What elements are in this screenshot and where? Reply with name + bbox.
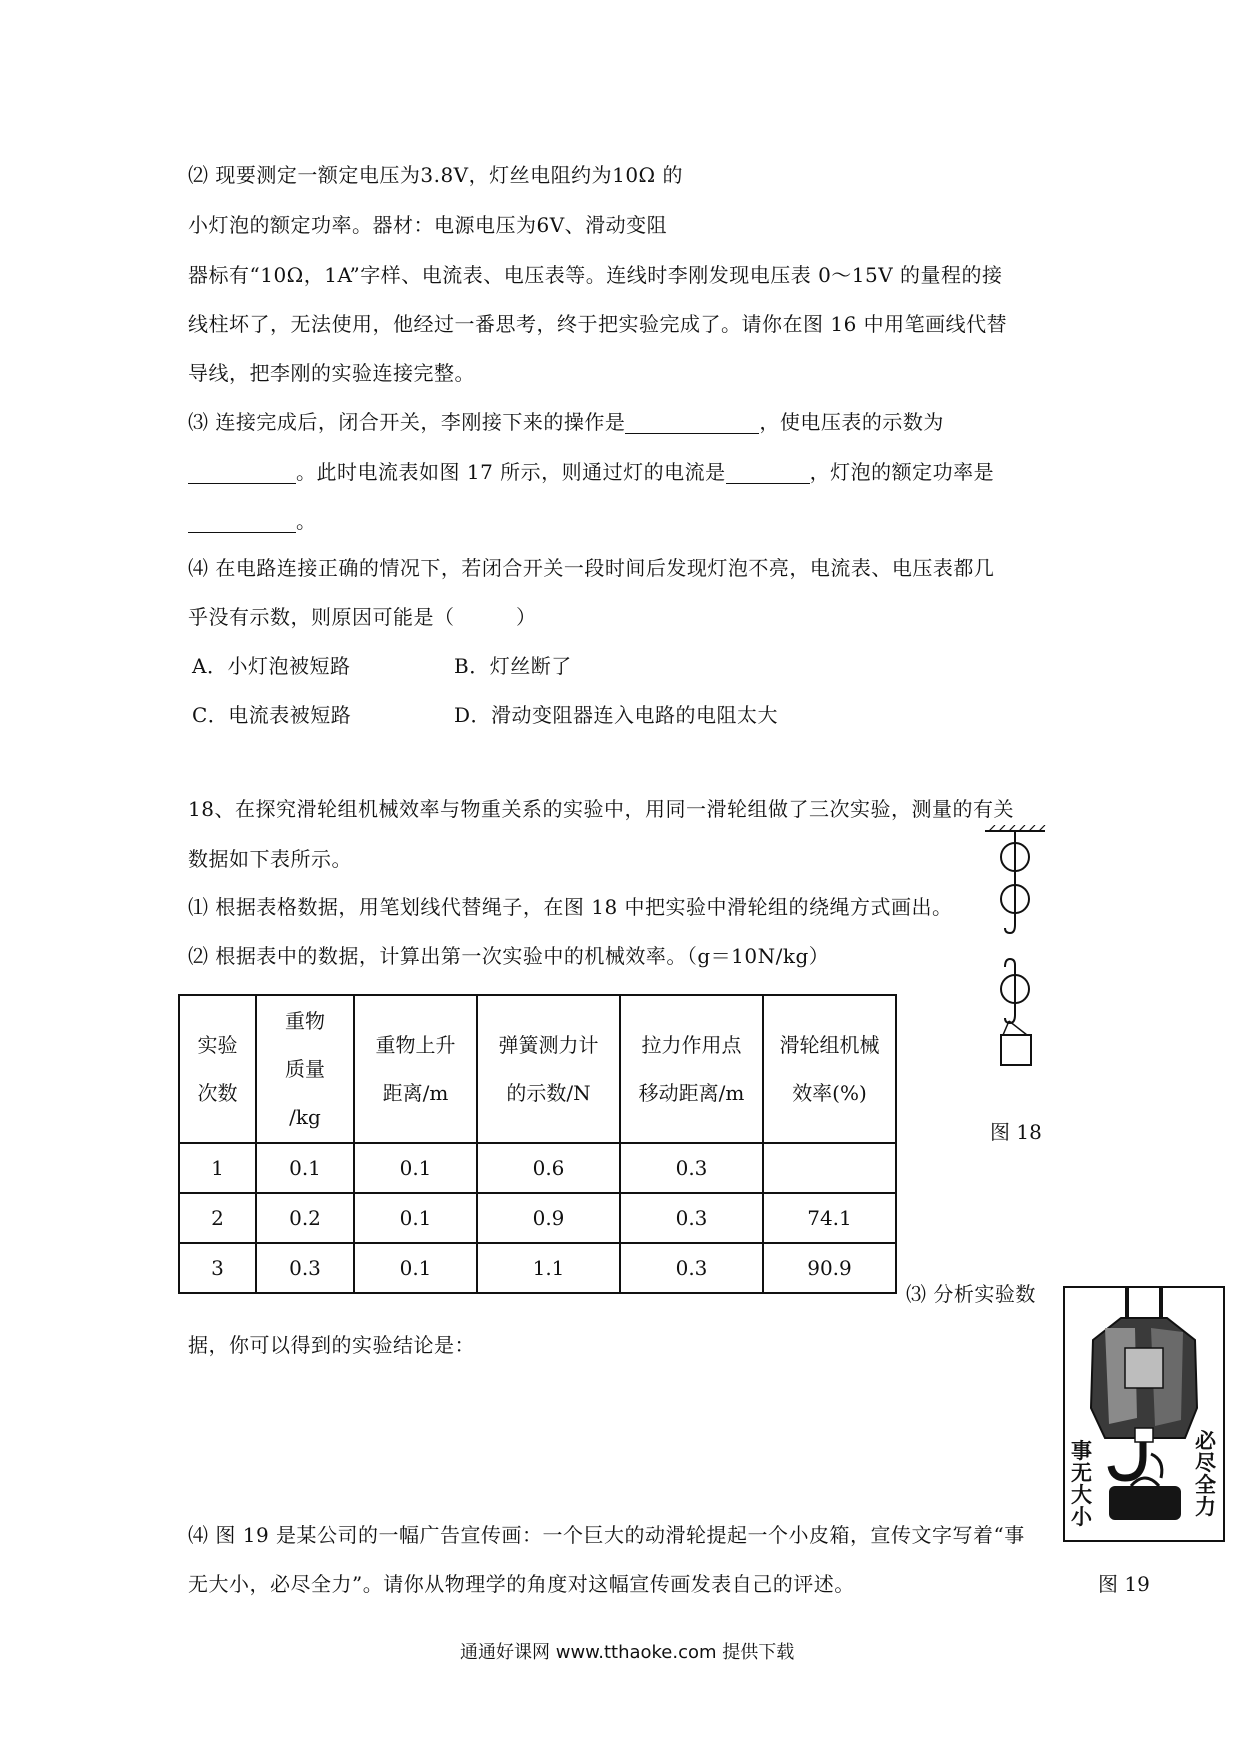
table-cell: 0.3 [620,1243,763,1293]
answer-blank-voltage[interactable] [188,463,296,484]
q18-sub3-line2: 据，你可以得到的实验结论是： [188,1333,475,1357]
table-cell: 0.1 [354,1243,477,1293]
table-cell: 0.1 [354,1193,477,1243]
figure-19-caption: 图 19 [1098,1572,1150,1596]
q17-part3-text-b: ，使电压表的示数为 [759,410,944,434]
table-cell: 0.1 [354,1143,477,1193]
option-c[interactable]: C．电流表被短路 [192,703,352,727]
q17-part3-line3 [188,509,317,533]
table-cell: 0.9 [477,1193,620,1243]
table-cell: 0.3 [620,1143,763,1193]
efficiency-answer-cell[interactable] [763,1143,896,1193]
answer-blank-current[interactable] [726,463,810,484]
q18-sub4-line2: 无大小，必尽全力”。请你从物理学的角度对这幅宣传画发表自己的评述。 [188,1572,855,1596]
table-cell: 1 [179,1143,256,1193]
table-cell: 0.6 [477,1143,620,1193]
page-footer: 通通好课网 www.tthaoke.com 提供下载 [460,1642,795,1663]
header-cell: 重物上升 距离/m [354,995,477,1143]
table-cell: 0.2 [256,1193,354,1243]
table-cell: 90.9 [763,1243,896,1293]
q17-part3-line2 [188,460,994,484]
slogan-left: 事无大小 [1071,1438,1092,1529]
table-cell: 3 [179,1243,256,1293]
q18-sub3-start: ⑶ 分析实验数 [906,1282,1036,1306]
q17-part2-line3: 器标有“10Ω，1A”字样、电流表、电压表等。连线时李刚发现电压表 0～15V 的量程的接 [188,263,1003,287]
answer-blank-operation[interactable] [625,413,759,434]
q17-part3-text-a: ⑶ 连接完成后，闭合开关，李刚接下来的操作是 [188,410,626,434]
table-cell: 2 [179,1193,256,1243]
slogan-right: 必尽全力 [1195,1428,1216,1519]
conclusion-answer-area[interactable] [188,1370,1048,1490]
q17-part2-line4: 线柱坏了，无法使用，他经过一番思考，终于把实验完成了。请你在图 16 中用笔画线代替 [188,312,1008,336]
q17-part2-line5: 导线，把李刚的实验连接完整。 [188,361,475,385]
table-cell: 74.1 [763,1193,896,1243]
advertisement-figure [1063,1286,1225,1542]
header-cell: 拉力作用点 移动距离/m [620,995,763,1143]
experiment-data-table [178,994,897,1294]
table-header-row [179,995,896,1143]
pulley-system-figure [975,825,1075,1100]
table-row [179,1243,896,1293]
header-cell: 重物 质量 /kg [256,995,354,1143]
option-b[interactable]: B．灯丝断了 [454,654,572,678]
q17-part3-text-c: 。此时电流表如图 17 所示，则通过灯的电流是 [296,460,726,484]
table-cell: 0.1 [256,1143,354,1193]
q18-sub2: ⑵ 根据表中的数据，计算出第一次实验中的机械效率。（g＝10N/kg） [188,944,830,968]
q18-sub1: ⑴ 根据表格数据，用笔划线代替绳子，在图 18 中把实验中滑轮组的绕绳方式画出。 [188,895,953,919]
q17-part4-line1: ⑷ 在电路连接正确的情况下，若闭合开关一段时间后发现灯泡不亮，电流表、电压表都几 [188,556,995,580]
q17-part2-line2: 小灯泡的额定功率。器材：电源电压为6V、滑动变阻 [188,213,668,237]
table-cell: 1.1 [477,1243,620,1293]
q18-intro-line1: 18、在探究滑轮组机械效率与物重关系的实验中，用同一滑轮组做了三次实验，测量的有关 [188,797,1014,821]
answer-blank-power[interactable] [188,512,296,533]
option-d[interactable]: D．滑动变阻器连入电路的电阻太大 [454,703,779,727]
option-a[interactable]: A．小灯泡被短路 [192,654,351,678]
q17-part4-line2: 乎没有示数，则原因可能是（ ） [188,605,537,629]
table-cell: 0.3 [620,1193,763,1243]
q18-intro-line2: 数据如下表所示。 [188,847,352,871]
header-cell: 弹簧测力计 的示数/N [477,995,620,1143]
table-cell: 0.3 [256,1243,354,1293]
q17-part3-line1 [188,410,944,434]
q18-sub4-line1: ⑷ 图 19 是某公司的一幅广告宣传画：一个巨大的动滑轮提起一个小皮箱，宣传文字写着“事 [188,1523,1025,1547]
q17-part2-line1: ⑵ 现要测定一额定电压为3.8V，灯丝电阻约为10Ω 的 [188,163,683,187]
q17-part3-text-d: ，灯泡的额定功率是 [809,460,995,484]
table-row [179,1143,896,1193]
figure-18-caption: 图 18 [990,1120,1042,1144]
table-row [179,1193,896,1243]
header-cell: 实验 次数 [179,995,256,1143]
header-cell: 滑轮组机械 效率(%) [763,995,896,1143]
q17-part3-text-e: 。 [296,509,317,533]
